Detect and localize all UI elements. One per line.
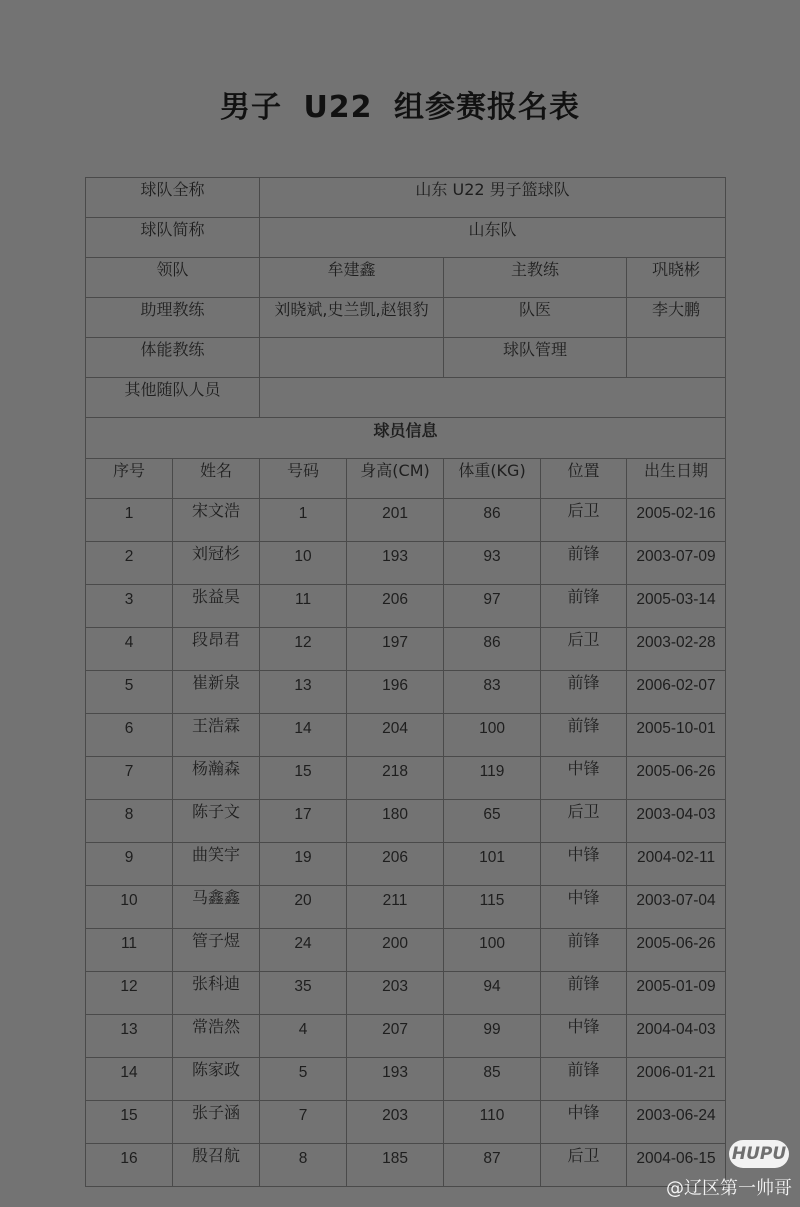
row-team-short-name (86, 218, 726, 258)
player-weight: 86 (444, 499, 541, 542)
player-weight: 119 (444, 757, 541, 800)
table-row (86, 1015, 726, 1058)
player-number: 1 (260, 499, 347, 542)
player-position: 前锋 (541, 972, 627, 1015)
player-weight: 97 (444, 585, 541, 628)
player-position: 前锋 (541, 585, 627, 628)
team-manager-label: 球队管理 (444, 338, 627, 378)
player-height: 201 (347, 499, 444, 542)
player-weight: 85 (444, 1058, 541, 1101)
table-row (86, 757, 726, 800)
player-name: 马鑫鑫 (173, 886, 260, 929)
column-header: 体重(KG) (444, 459, 541, 499)
table-row (86, 628, 726, 671)
table-row (86, 714, 726, 757)
player-number: 12 (260, 628, 347, 671)
player-number: 35 (260, 972, 347, 1015)
player-number: 14 (260, 714, 347, 757)
player-number: 4 (260, 1015, 347, 1058)
assistant-coach-value: 刘晓斌,史兰凯,赵银豹 (260, 298, 444, 338)
player-index: 16 (86, 1144, 173, 1187)
fitness-coach-label: 体能教练 (86, 338, 260, 378)
player-weight: 65 (444, 800, 541, 843)
player-number: 13 (260, 671, 347, 714)
player-index: 3 (86, 585, 173, 628)
player-index: 5 (86, 671, 173, 714)
row-fitness-manager (86, 338, 726, 378)
column-header: 位置 (541, 459, 627, 499)
player-position: 后卫 (541, 628, 627, 671)
table-row (86, 972, 726, 1015)
player-height: 218 (347, 757, 444, 800)
player-index: 2 (86, 542, 173, 585)
player-weight: 100 (444, 714, 541, 757)
player-height: 180 (347, 800, 444, 843)
player-number: 20 (260, 886, 347, 929)
player-position: 中锋 (541, 1015, 627, 1058)
column-header: 号码 (260, 459, 347, 499)
other-staff-value (260, 378, 726, 418)
player-weight: 115 (444, 886, 541, 929)
players-section-header: 球员信息 (86, 418, 726, 459)
team-full-name-label: 球队全称 (86, 178, 260, 218)
table-row (86, 886, 726, 929)
player-position: 前锋 (541, 929, 627, 972)
player-position: 后卫 (541, 499, 627, 542)
table-row (86, 1144, 726, 1187)
player-birthdate: 2003-04-03 (627, 800, 726, 843)
player-birthdate: 2004-06-15 (627, 1144, 726, 1187)
player-height: 200 (347, 929, 444, 972)
player-name: 宋文浩 (173, 499, 260, 542)
player-birthdate: 2005-01-09 (627, 972, 726, 1015)
player-name: 陈家政 (173, 1058, 260, 1101)
player-index: 9 (86, 843, 173, 886)
player-index: 13 (86, 1015, 173, 1058)
player-birthdate: 2005-02-16 (627, 499, 726, 542)
player-birthdate: 2003-07-04 (627, 886, 726, 929)
team-short-name-value: 山东队 (260, 218, 726, 258)
player-name: 陈子文 (173, 800, 260, 843)
player-number: 7 (260, 1101, 347, 1144)
player-position: 后卫 (541, 800, 627, 843)
player-weight: 93 (444, 542, 541, 585)
row-team-full-name (86, 178, 726, 218)
table-row (86, 542, 726, 585)
player-height: 203 (347, 1101, 444, 1144)
player-weight: 99 (444, 1015, 541, 1058)
player-height: 193 (347, 542, 444, 585)
head-coach-label: 主教练 (444, 258, 627, 298)
watermark-text: @辽区第一帅哥 (666, 1178, 792, 1199)
player-birthdate: 2005-10-01 (627, 714, 726, 757)
other-staff-label: 其他随队人员 (86, 378, 260, 418)
player-name: 杨瀚森 (173, 757, 260, 800)
player-height: 211 (347, 886, 444, 929)
table-row (86, 843, 726, 886)
player-height: 185 (347, 1144, 444, 1187)
player-position: 中锋 (541, 843, 627, 886)
player-index: 12 (86, 972, 173, 1015)
player-weight: 86 (444, 628, 541, 671)
team-full-name-value: 山东 U22 男子篮球队 (260, 178, 726, 218)
player-name: 张科迪 (173, 972, 260, 1015)
player-index: 7 (86, 757, 173, 800)
player-number: 8 (260, 1144, 347, 1187)
player-birthdate: 2004-04-03 (627, 1015, 726, 1058)
player-position: 前锋 (541, 542, 627, 585)
player-birthdate: 2006-02-07 (627, 671, 726, 714)
player-height: 193 (347, 1058, 444, 1101)
player-height: 206 (347, 585, 444, 628)
player-number: 17 (260, 800, 347, 843)
table-row (86, 499, 726, 542)
player-weight: 94 (444, 972, 541, 1015)
assistant-coach-label: 助理教练 (86, 298, 260, 338)
player-birthdate: 2003-06-24 (627, 1101, 726, 1144)
player-index: 6 (86, 714, 173, 757)
player-birthdate: 2004-02-11 (627, 843, 726, 886)
table-row (86, 1058, 726, 1101)
player-name: 刘冠杉 (173, 542, 260, 585)
registration-table (85, 177, 726, 1187)
player-index: 8 (86, 800, 173, 843)
player-height: 197 (347, 628, 444, 671)
player-name: 崔新泉 (173, 671, 260, 714)
doctor-label: 队医 (444, 298, 627, 338)
table-row (86, 1101, 726, 1144)
player-name: 张益昊 (173, 585, 260, 628)
player-height: 196 (347, 671, 444, 714)
doctor-value: 李大鹏 (627, 298, 726, 338)
player-number: 15 (260, 757, 347, 800)
player-height: 204 (347, 714, 444, 757)
player-position: 后卫 (541, 1144, 627, 1187)
player-name: 曲笑宇 (173, 843, 260, 886)
column-header: 序号 (86, 459, 173, 499)
player-number: 19 (260, 843, 347, 886)
team-short-name-label: 球队简称 (86, 218, 260, 258)
player-height: 207 (347, 1015, 444, 1058)
row-other-staff (86, 378, 726, 418)
player-position: 前锋 (541, 1058, 627, 1101)
row-assistant-doctor (86, 298, 726, 338)
player-name: 王浩霖 (173, 714, 260, 757)
player-index: 10 (86, 886, 173, 929)
player-position: 前锋 (541, 671, 627, 714)
player-name: 殷召航 (173, 1144, 260, 1187)
player-index: 11 (86, 929, 173, 972)
player-weight: 110 (444, 1101, 541, 1144)
table-row (86, 671, 726, 714)
player-birthdate: 2005-06-26 (627, 929, 726, 972)
player-index: 14 (86, 1058, 173, 1101)
player-name: 张子涵 (173, 1101, 260, 1144)
player-name: 常浩然 (173, 1015, 260, 1058)
player-weight: 101 (444, 843, 541, 886)
form-title: 男子 U22 组参赛报名表 (220, 90, 580, 125)
player-number: 10 (260, 542, 347, 585)
leader-value: 牟建鑫 (260, 258, 444, 298)
player-index: 4 (86, 628, 173, 671)
player-birthdate: 2003-02-28 (627, 628, 726, 671)
head-coach-value: 巩晓彬 (627, 258, 726, 298)
column-header: 出生日期 (627, 459, 726, 499)
leader-label: 领队 (86, 258, 260, 298)
player-weight: 87 (444, 1144, 541, 1187)
team-manager-value (627, 338, 726, 378)
player-birthdate: 2003-07-09 (627, 542, 726, 585)
player-position: 中锋 (541, 1101, 627, 1144)
player-birthdate: 2006-01-21 (627, 1058, 726, 1101)
player-name: 管子煜 (173, 929, 260, 972)
row-players-section (86, 418, 726, 459)
player-index: 1 (86, 499, 173, 542)
player-position: 中锋 (541, 757, 627, 800)
players-column-headers (86, 459, 726, 499)
player-birthdate: 2005-06-26 (627, 757, 726, 800)
player-number: 5 (260, 1058, 347, 1101)
fitness-coach-value (260, 338, 444, 378)
player-name: 段昂君 (173, 628, 260, 671)
table-row (86, 929, 726, 972)
column-header: 身高(CM) (347, 459, 444, 499)
player-height: 203 (347, 972, 444, 1015)
table-row (86, 585, 726, 628)
player-weight: 83 (444, 671, 541, 714)
player-position: 前锋 (541, 714, 627, 757)
player-weight: 100 (444, 929, 541, 972)
column-header: 姓名 (173, 459, 260, 499)
player-position: 中锋 (541, 886, 627, 929)
player-index: 15 (86, 1101, 173, 1144)
table-row (86, 800, 726, 843)
player-birthdate: 2005-03-14 (627, 585, 726, 628)
hupu-logo: HUPU (729, 1140, 789, 1168)
row-leader-coach (86, 258, 726, 298)
player-height: 206 (347, 843, 444, 886)
player-number: 24 (260, 929, 347, 972)
player-number: 11 (260, 585, 347, 628)
